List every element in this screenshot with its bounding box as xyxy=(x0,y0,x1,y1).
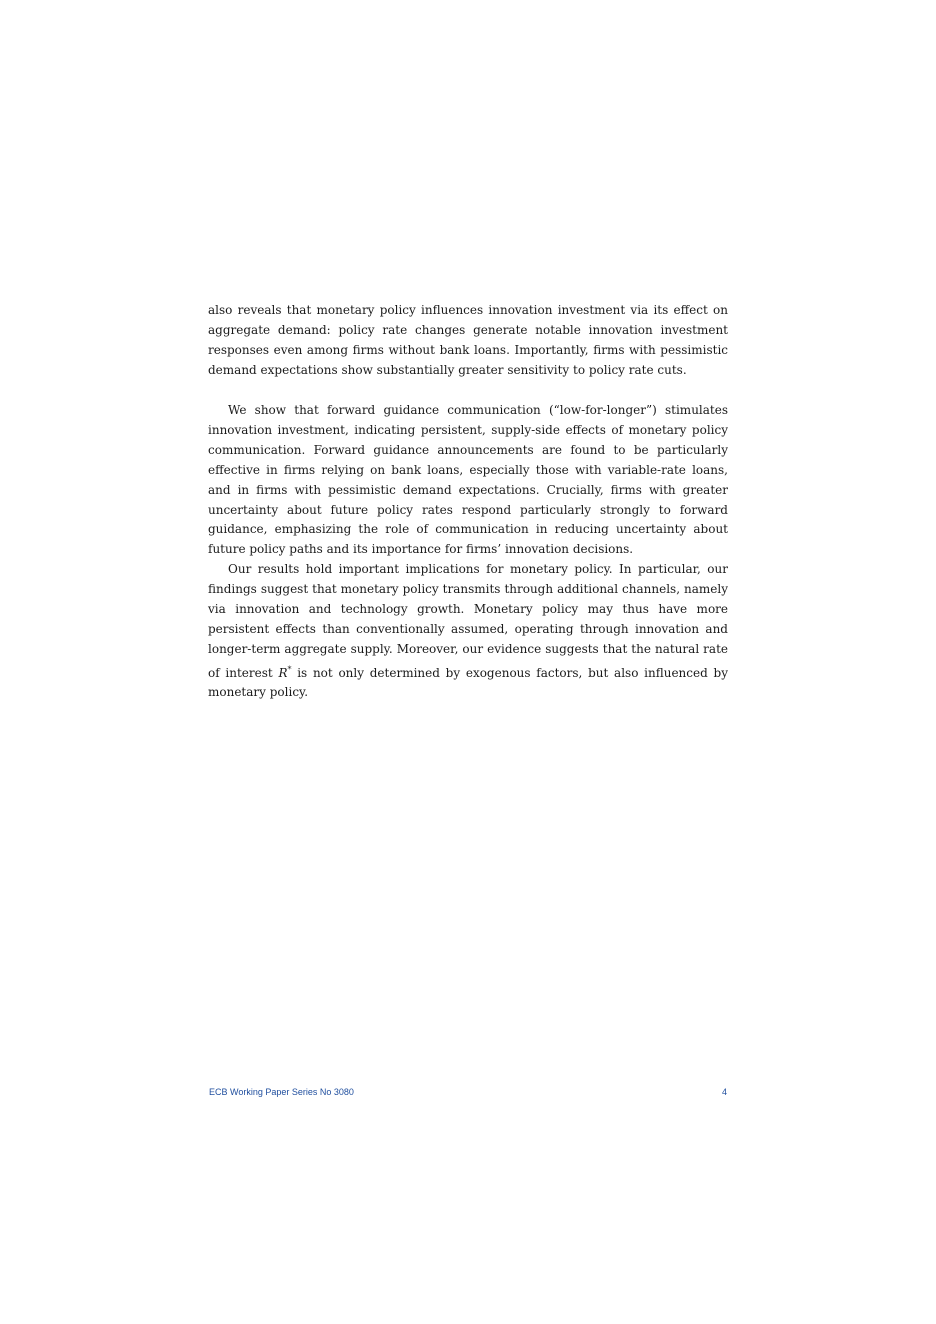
paragraph-forward-guidance: We show that forward guidance communication (“low-for-longer”) stimulates innovation investment, indicating persistent, supply-side effects of monetary policy communication. Forward guidance announcements are found to be particularly effective in firms relying on bank loans, especially those with variable-rate loans, and in firms with pessimistic demand expectations. Crucially, firms with greater uncertainty about future policy rates respond particularly strongly to forward guidance, emphasizing the role of communication in reducing uncertainty about future policy paths and its importance for firms’ innovation decisions. xyxy=(208,403,728,557)
page-footer xyxy=(209,1087,727,1097)
footer-series-label: ECB Working Paper Series No 3080 xyxy=(209,1087,354,1097)
paragraph-aggregate-demand: also reveals that monetary policy influences innovation investment via its effect on aggregate demand: policy rate changes generate notable innovation investment responses even among firms without bank loans. Importantly, firms with pessimistic demand expectations show substantially greater sensitivity to policy rate cuts. xyxy=(208,303,728,377)
paragraph-text-after-math: is not only determined by exogenous factors, but also influenced by monetary policy. xyxy=(208,665,728,700)
paragraph-policy-implications xyxy=(208,560,728,703)
natural-rate-superscript: * xyxy=(287,664,292,674)
natural-rate-symbol: R xyxy=(278,665,288,680)
paragraph-text-before-math: Our results hold important implications for monetary policy. In particular, our findings suggest that monetary policy transmits through additional channels, namely via innovation and technology growth. Monetary policy may thus have more persistent effects than conventionally assumed, operating through innovation and longer-term aggregate supply. Moreover, our evidence suggests that the natural rate of interest xyxy=(208,562,728,680)
footer-page-number: 4 xyxy=(721,1087,727,1097)
